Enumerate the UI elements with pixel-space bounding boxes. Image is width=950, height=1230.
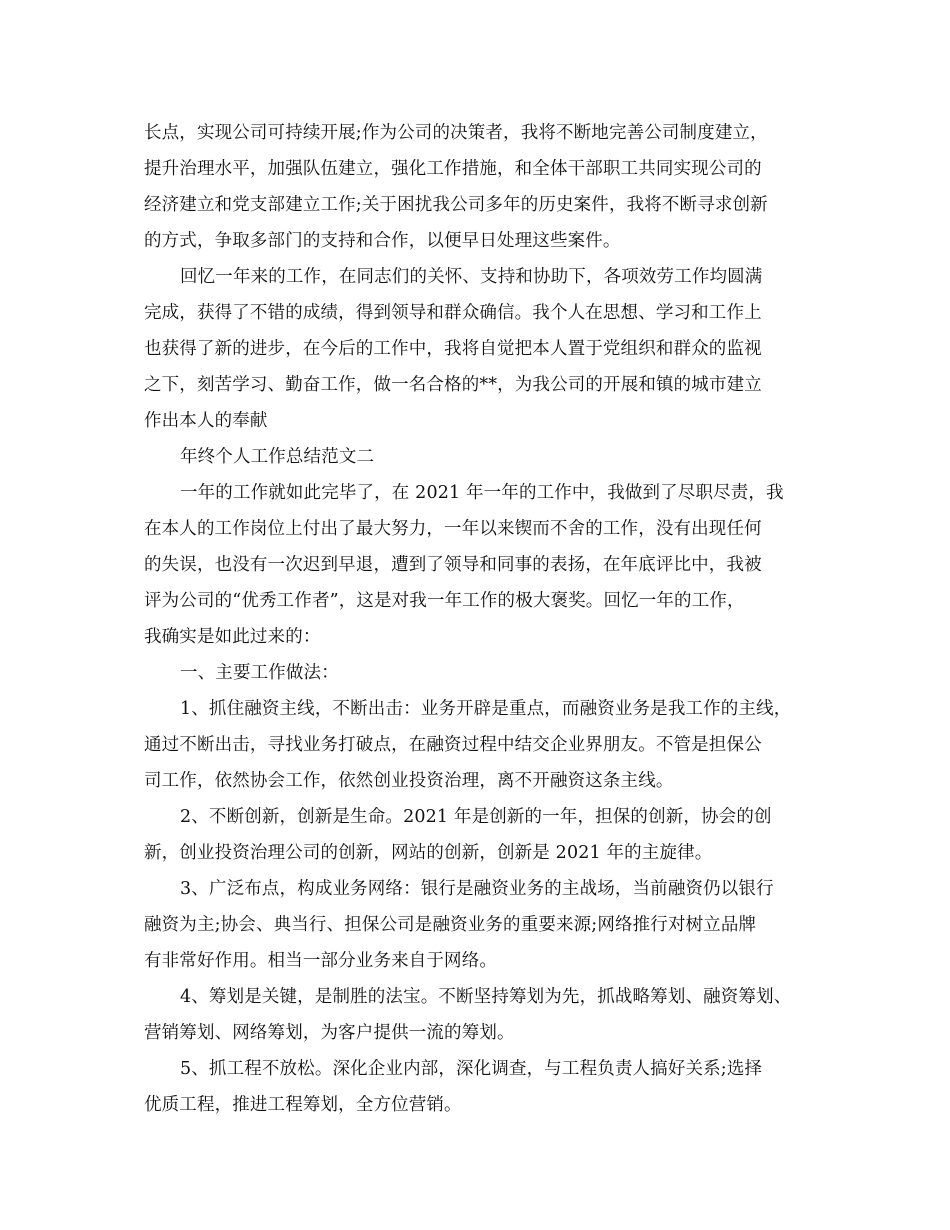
text-line: 的失误，也没有一次迟到早退，遭到了领导和同事的表扬，在年底评比中，我被 xyxy=(144,555,762,575)
text-line: 司工作，依然协会工作，依然创业投资治理，离不开融资这条主线。 xyxy=(144,771,674,791)
text-line: 有非常好作用。相当一部分业务来自于网络。 xyxy=(144,951,497,971)
text-line: 融资为主;协会、典当行、担保公司是融资业务的重要来源;网络推行对树立品牌 xyxy=(144,915,757,935)
text-line: 经济建立和党支部建立工作;关于困扰我公司多年的历史案件，我将不断寻求创新 xyxy=(144,195,768,215)
text-line: 在本人的工作岗位上付出了最大努力，一年以来锲而不舍的工作，没有出现任何 xyxy=(144,519,762,539)
paragraph-first-line: 5、抓工程不放松。深化企业内部，深化调查，与工程负责人搞好关系;选择 xyxy=(180,1059,763,1079)
section-heading: 年终个人工作总结范文二 xyxy=(180,447,375,467)
paragraph-first-line: 4、筹划是关键，是制胜的法宝。不断坚持筹划为先，抓战略筹划、融资筹划、 xyxy=(180,987,792,1007)
text-line: 的方式，争取多部门的支持和合作，以便早日处理这些案件。 xyxy=(144,231,621,251)
text-line: 优质工程，推进工程筹划，全方位营销。 xyxy=(144,1095,462,1115)
text-line: 新，创业投资治理公司的创新，网站的创新，创新是 2021 年的主旋律。 xyxy=(144,843,713,863)
paragraph-first-line: 一年的工作就如此完毕了，在 2021 年一年的工作中，我做到了尽职尽责，我 xyxy=(180,483,784,503)
paragraph-first-line: 3、广泛布点，构成业务网络：银行是融资业务的主战场，当前融资仍以银行 xyxy=(180,879,774,899)
text-line: 长点，实现公司可持续开展;作为公司的决策者，我将不断地完善公司制度建立， xyxy=(144,123,768,143)
text-line: 作出本人的奉献 xyxy=(144,411,268,431)
paragraph-first-line: 回忆一年来的工作，在同志们的关怀、支持和协助下，各项效劳工作均圆满 xyxy=(180,267,763,287)
subsection-heading: 一、主要工作做法： xyxy=(180,663,339,683)
text-line: 之下，刻苦学习、勤奋工作，做一名合格的**，为我公司的开展和镇的城市建立 xyxy=(144,375,762,395)
text-line: 我确实是如此过来的： xyxy=(144,627,321,647)
text-line: 提升治理水平，加强队伍建立，强化工作措施，和全体干部职工共同实现公司的 xyxy=(144,159,762,179)
text-line: 完成，获得了不错的成绩，得到领导和群众确信。我个人在思想、学习和工作上 xyxy=(144,303,762,323)
paragraph-first-line: 2、不断创新，创新是生命。2021 年是创新的一年，担保的创新，协会的创 xyxy=(180,807,772,827)
text-line: 评为公司的“优秀工作者”，这是对我一年工作的极大褒奖。回忆一年的工作， xyxy=(144,591,745,611)
paragraph-first-line: 1、抓住融资主线，不断出击：业务开辟是重点，而融资业务是我工作的主线， xyxy=(180,699,792,719)
text-line: 营销筹划、网络筹划，为客户提供一流的筹划。 xyxy=(144,1023,515,1043)
text-line: 也获得了新的进步，在今后的工作中，我将自觉把本人置于党组织和群众的监视 xyxy=(144,339,762,359)
text-line: 通过不断出击，寻找业务打破点，在融资过程中结交企业界朋友。不管是担保公 xyxy=(144,735,762,755)
